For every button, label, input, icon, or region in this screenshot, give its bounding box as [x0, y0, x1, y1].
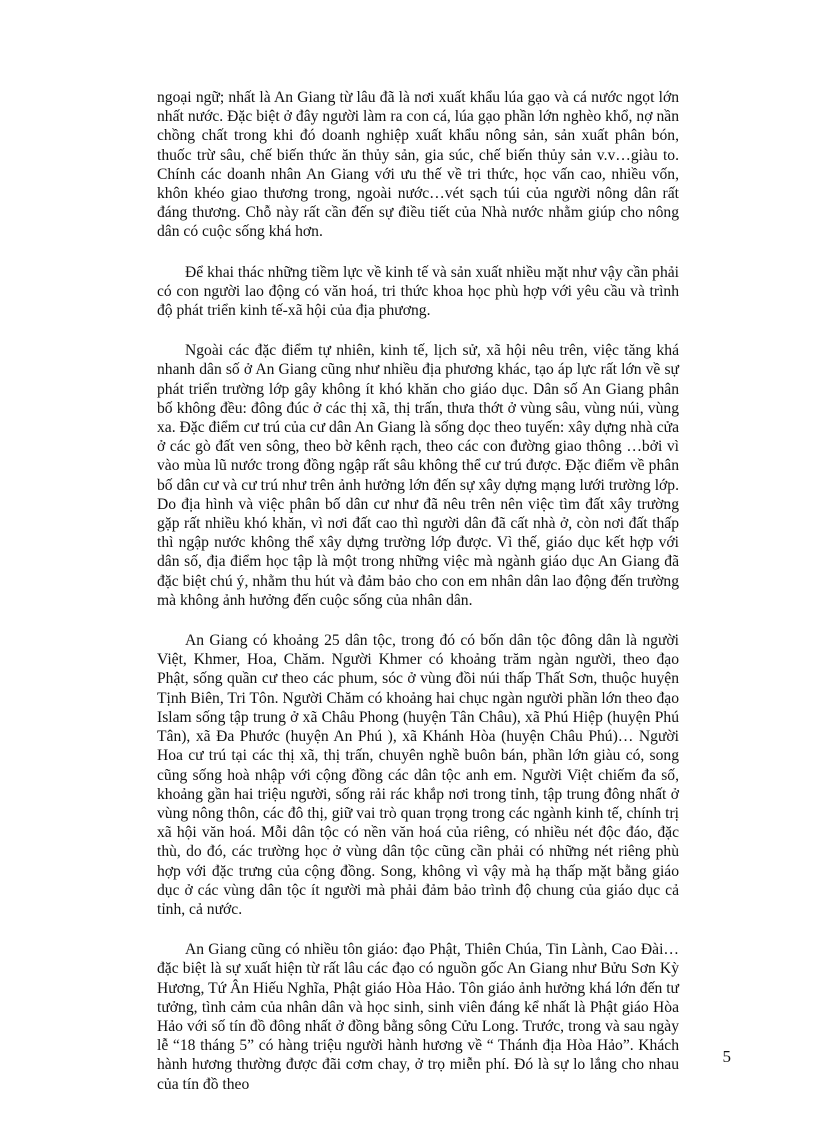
- paragraph-1: ngoại ngữ; nhất là An Giang từ lâu đã là nơi xuất khẩu lúa gạo và cá nước ngọt lớn nhất nước. Đặc biệt ở đây người làm ra con cá, lúa gạo phần lớn nghèo khổ, nợ nần chồng chất trong khi đó doanh nghiệp xuất khẩu nông sản, sản xuất phân bón, thuốc trừ sâu, chế biến thức ăn thủy sản, gia súc, chế biến thủy sản v.v…giàu to. Chính các doanh nhân An Giang với ưu thế về tri thức, học vấn cao, nhiều vốn, khôn khéo giao thương trong, ngoài nước…vét sạch túi của người nông dân rất đáng thương. Chỗ này rất cần đến sự điều tiết của Nhà nước nhằm giúp cho nông dân có cuộc sống khá hơn.: [157, 89, 679, 241]
- paragraph-5: An Giang cũng có nhiều tôn giáo: đạo Phật, Thiên Chúa, Tin Lành, Cao Đài… đặc biệt là sự xuất hiện từ rất lâu các đạo có nguồn gốc An Giang như Bửu Sơn Kỳ Hương, Tứ Ân Hiếu Nghĩa, Phật giáo Hòa Hảo. Tôn giáo ảnh hưởng khá lớn đến tư tưởng, tình cảm của nhân dân và học sinh, sinh viên đáng kể nhất là Phật giáo Hòa Hảo với số tín đồ đông nhất ở đồng bằng sông Cửu Long. Trước, trong và sau ngày lễ “18 tháng 5” có hàng triệu người hành hương về “ Thánh địa Hòa Hảo”. Khách hành hương thường được đãi cơm chay, ở trọ miễn phí. Đó là sự lo lắng cho nhau của tín đồ theo: [157, 941, 679, 1093]
- paragraph-3: Ngoài các đặc điểm tự nhiên, kinh tế, lịch sử, xã hội nêu trên, việc tăng khá nhanh dân số ở An Giang cũng như nhiều địa phương khác, tạo áp lực rất lớn về sự phát triển trường lớp gây không ít khó khăn cho giáo dục. Dân số An Giang phân bố không đều: đông đúc ở các thị xã, thị trấn, thưa thớt ở vùng sâu, vùng núi, vùng xa. Đặc điểm cư trú của cư dân An Giang là sống dọc theo tuyến: xây dựng nhà cửa ở các gò đất ven sông, theo bờ kênh rạch, theo các con đường giao thông …bởi vì vào mùa lũ nước trong đồng ngập rất sâu không thể cư trú được. Đặc điểm về phân bố dân cư và cư trú như trên ảnh hưởng lớn đến sự xây dựng mạng lưới trường lớp. Do địa hình và việc phân bố dân cư như đã nêu trên nên việc tìm đất xây trường gặp rất nhiều khó khăn, vì nơi đất cao thì người dân đã cất nhà ở, còn nơi đất thấp thì ngập nước không thể xây dựng trường lớp được. Vì thế, giáo dục kết hợp với dân số, địa điểm học tập là một trong những việc mà ngành giáo dục An Giang đã đặc biệt chú ý, nhằm thu hút và đảm bảo cho con em nhân dân lao động đến trường mà không ảnh hưởng đến cuộc sống của nhân dân.: [157, 342, 679, 609]
- document-body: [157, 88, 679, 1115]
- paragraph-2: Để khai thác những tiềm lực về kinh tế và sản xuất nhiều mặt như vậy cần phải có con người lao động có văn hoá, tri thức khoa học phù hợp với yêu cầu và trình độ phát triển kinh tế-xã hội của địa phương.: [157, 263, 679, 320]
- page-number: 5: [722, 1047, 731, 1066]
- paragraph-4: An Giang có khoảng 25 dân tộc, trong đó có bốn dân tộc đông dân là người Việt, Khmer, Hoa, Chăm. Người Khmer có khoảng trăm ngàn người, theo đạo Phật, sống quần cư theo các phum, sóc ở vùng đồi núi thấp Thất Sơn, thuộc huyện Tịnh Biên, Tri Tôn. Người Chăm có khoảng hai chục ngàn người phần lớn theo đạo Islam sống tập trung ở xã Châu Phong (huyện Tân Châu), xã Phú Hiệp (huyện Phú Tân), xã Đa Phước (huyện An Phú ), xã Khánh Hòa (huyện Châu Phú)… Người Hoa cư trú tại các thị xã, thị trấn, chuyên nghề buôn bán, phần lớn giàu có, song cũng sống hoà nhập với cộng đồng các dân tộc anh em. Người Việt chiếm đa số, khoảng gần hai triệu người, sống rải rác khắp nơi trong tỉnh, tập trung đông nhất ở vùng nông thôn, các đô thị, giữ vai trò quan trọng trong các ngành kinh tế, chính trị xã hội văn hoá. Mỗi dân tộc có nền văn hoá của riêng, có nhiều nét độc đáo, đặc thù, do đó, các trường học ở vùng dân tộc cũng cần phải có những nét riêng phù hợp với đặc trưng của cộng đồng. Song, không vì vậy mà hạ thấp mặt bằng giáo dục ở các vùng dân tộc ít người mà phải đảm bảo trình độ chung của giáo dục cả tỉnh, cả nước.: [157, 632, 679, 918]
